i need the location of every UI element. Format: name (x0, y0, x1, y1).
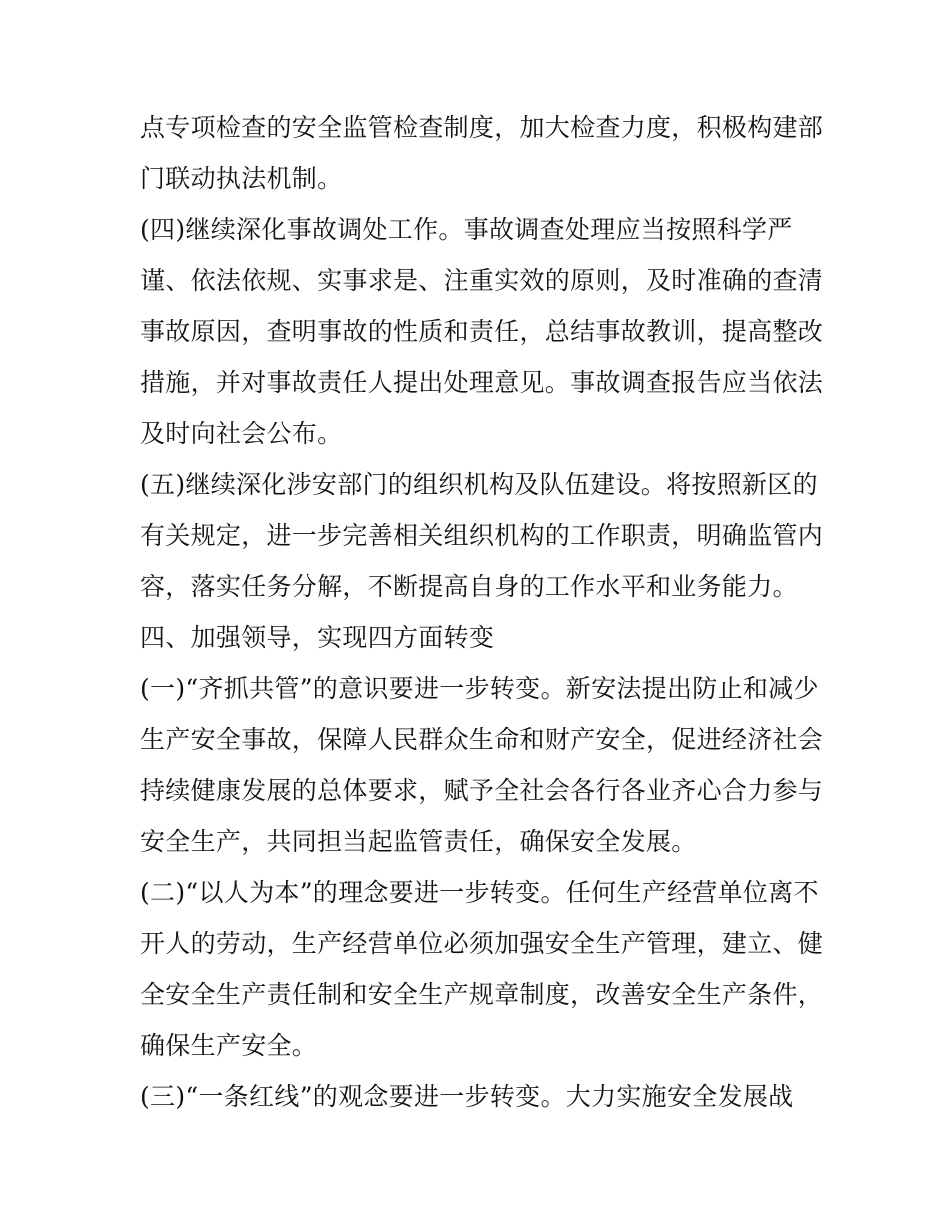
text-line: 持续健康发展的总体要求，赋予全社会各行各业齐心合力参与 (140, 776, 824, 805)
text-line: 门联动执法机制。 (140, 164, 343, 193)
section-heading-3: (三)“一条红线”的观念要进一步转变。大力实施安全发展战 (140, 1082, 794, 1111)
section-heading-5: (五)继续深化涉安部门的组织机构及队伍建设。将按照新区的 (140, 470, 818, 499)
text-line: 及时向社会公布。 (140, 419, 343, 448)
text-line: 谨、依法依规、实事求是、注重实效的原则，及时准确的查清 (140, 266, 824, 295)
text-line: 措施，并对事故责任人提出处理意见。事故调查报告应当依法 (140, 368, 824, 397)
section-heading-1: (一)“齐抓共管”的意识要进一步转变。新安法提出防止和减少 (140, 674, 819, 703)
text-line: 安全生产，共同担当起监管责任，确保安全发展。 (140, 827, 697, 856)
text-line: 全安全生产责任制和安全生产规章制度，改善安全生产条件， (140, 980, 824, 1009)
text-line: 开人的劳动，生产经营单位必须加强安全生产管理，建立、健 (140, 929, 824, 958)
document-body (140, 102, 830, 1122)
section-heading-2: (二)“以人为本”的理念要进一步转变。任何生产经营单位离不 (140, 878, 819, 907)
chapter-heading: 四、加强领导，实现四方面转变 (140, 623, 495, 652)
section-heading-4: (四)继续深化事故调处工作。事故调查处理应当按照科学严 (140, 215, 793, 244)
text-line: 确保生产安全。 (140, 1031, 318, 1060)
text-line: 容，落实任务分解，不断提高自身的工作水平和业务能力。 (140, 572, 798, 601)
text-line: 点专项检查的安全监管检查制度，加大检查力度，积极构建部 (140, 113, 824, 142)
text-line: 有关规定，进一步完善相关组织机构的工作职责，明确监管内 (140, 521, 824, 550)
text-line: 事故原因，查明事故的性质和责任，总结事故教训，提高整改 (140, 317, 824, 346)
text-line: 生产安全事故，保障人民群众生命和财产安全，促进经济社会 (140, 725, 824, 754)
